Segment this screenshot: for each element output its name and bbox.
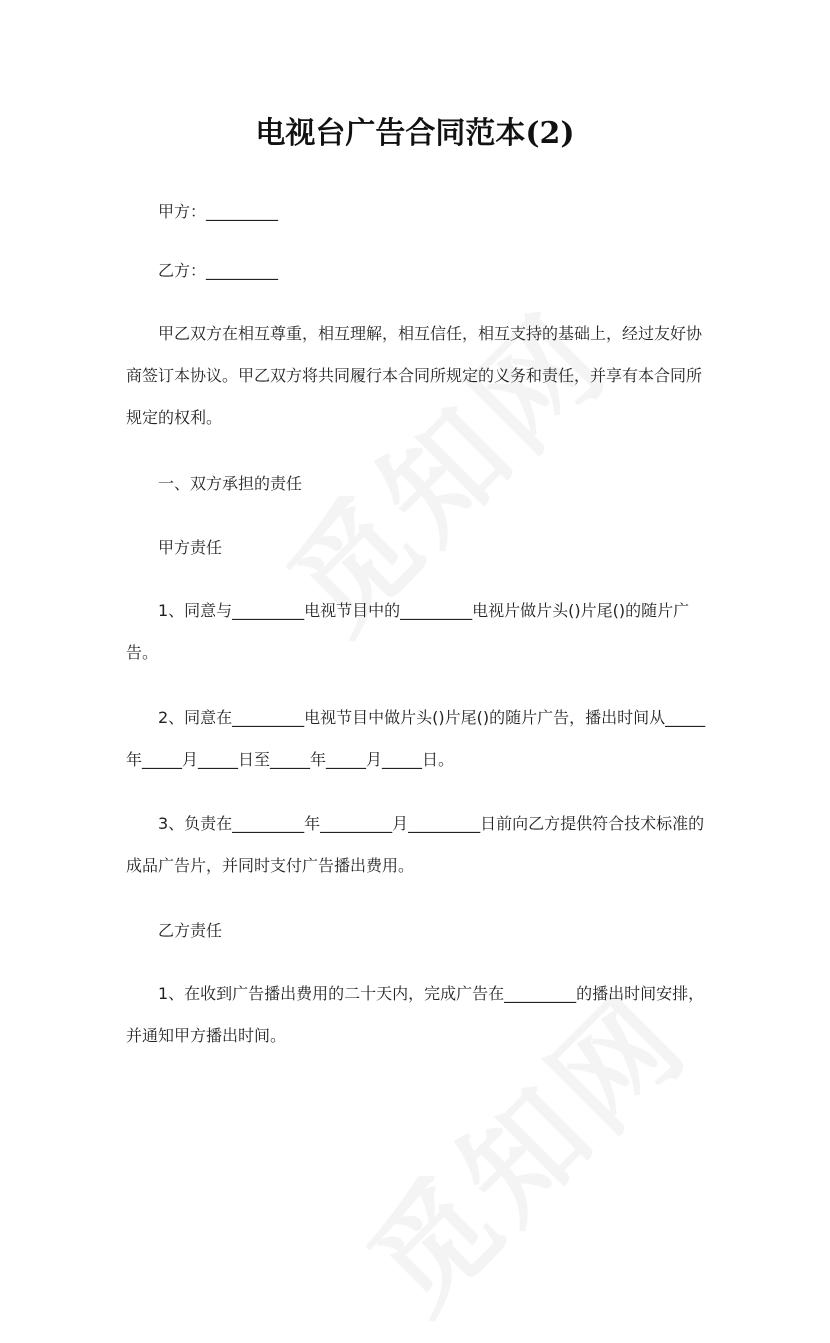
party-a-line: 甲方：_________ bbox=[158, 202, 279, 221]
intro-paragraph: 甲乙双方在相互尊重，相互理解，相互信任，相互支持的基础上，经过友好协商签订本协议。甲乙双方将共同履行本合同所规定的义务和责任，并享有本合同所规定的权利。 bbox=[126, 324, 703, 427]
section-heading: 一、双方承担的责任 bbox=[158, 474, 303, 493]
party-a-item-1: 1、同意与_________电视节目中的_________电视片做片头()片尾()的随片广告。 bbox=[126, 601, 690, 662]
document-title: 电视台广告合同范本(2) bbox=[255, 116, 575, 151]
party-a-item-3: 3、负责在_________年_________月_________日前向乙方提供符合技术标准的成品广告片，并同时支付广告播出费用。 bbox=[126, 814, 705, 875]
party-b-duty-heading: 乙方责任 bbox=[158, 921, 223, 940]
party-b-line: 乙方：_________ bbox=[158, 261, 279, 280]
party-a-item-2: 2、同意在_________电视节目中做片头()片尾()的随片广告，播出时间从_____年_____月_____日至_____年_____月_____日。 bbox=[126, 708, 706, 769]
party-a-duty-heading: 甲方责任 bbox=[158, 538, 223, 557]
party-b-item-1: 1、在收到广告播出费用的二十天内，完成广告在_________的播出时间安排，并通知甲方播出时间。 bbox=[126, 984, 705, 1045]
